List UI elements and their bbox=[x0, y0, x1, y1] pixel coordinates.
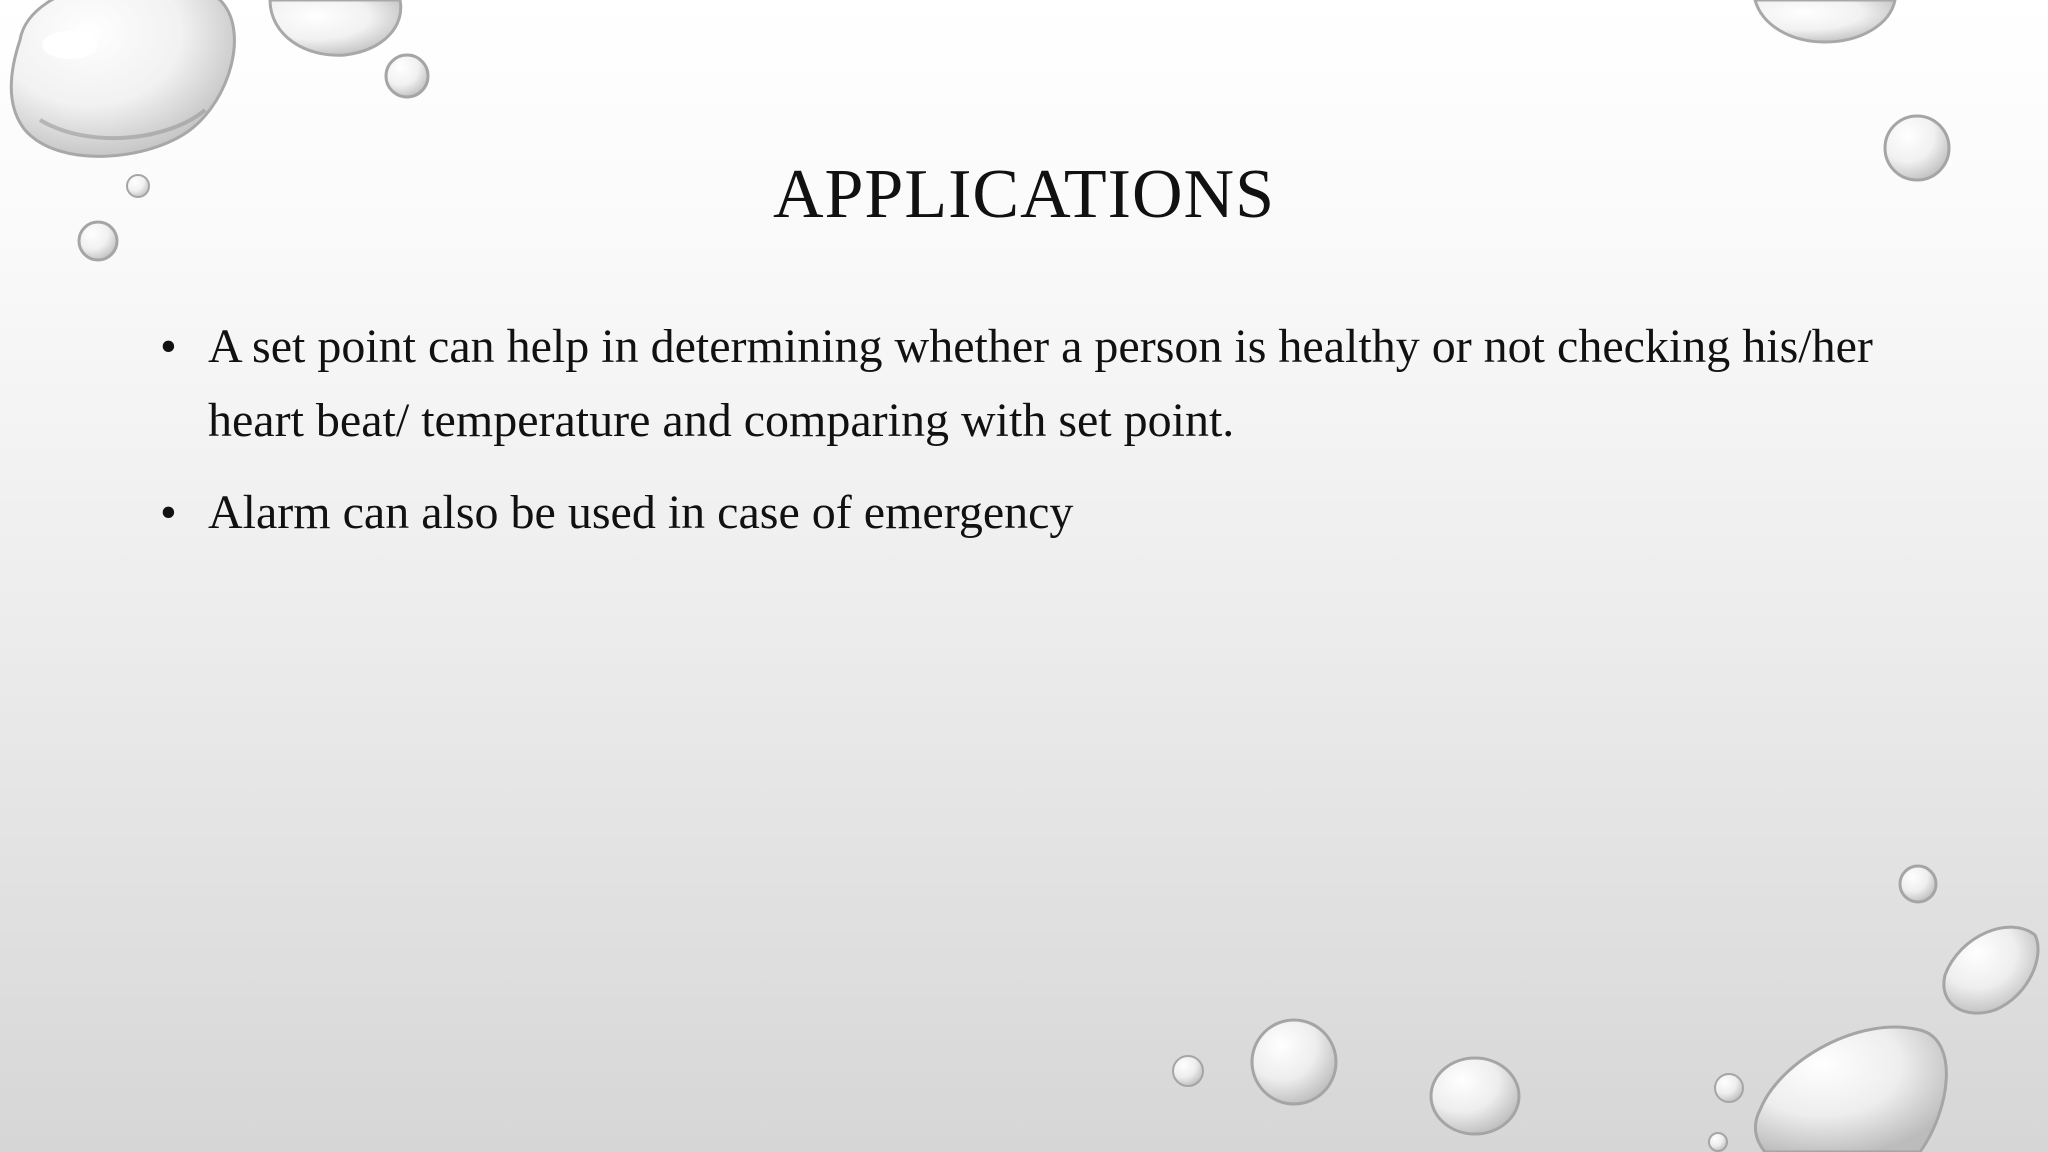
bullet-list bbox=[160, 310, 1880, 568]
bullet-text: A set point can help in determining whether a person is healthy or not checking his/her heart beat/ temperature and comparing with set point. bbox=[208, 320, 1873, 447]
droplet bbox=[1173, 1056, 1203, 1086]
droplet bbox=[1715, 1074, 1743, 1102]
list-item bbox=[160, 476, 1880, 550]
droplet bbox=[1252, 1020, 1336, 1104]
droplet bbox=[11, 0, 234, 156]
droplet bbox=[1900, 866, 1936, 902]
bullet-marker: • bbox=[160, 320, 177, 373]
droplet bbox=[1431, 1058, 1519, 1134]
bullet-marker: • bbox=[160, 486, 177, 539]
droplet bbox=[1709, 1133, 1727, 1151]
bullet-text: Alarm can also be used in case of emergency bbox=[208, 486, 1074, 539]
droplet bbox=[1755, 1027, 1946, 1152]
droplet bbox=[386, 55, 428, 97]
droplet bbox=[1755, 0, 1895, 42]
slide-title: APPLICATIONS bbox=[772, 156, 1276, 233]
droplet bbox=[270, 0, 401, 55]
list-item bbox=[160, 310, 1880, 458]
droplet bbox=[1944, 927, 2038, 1013]
